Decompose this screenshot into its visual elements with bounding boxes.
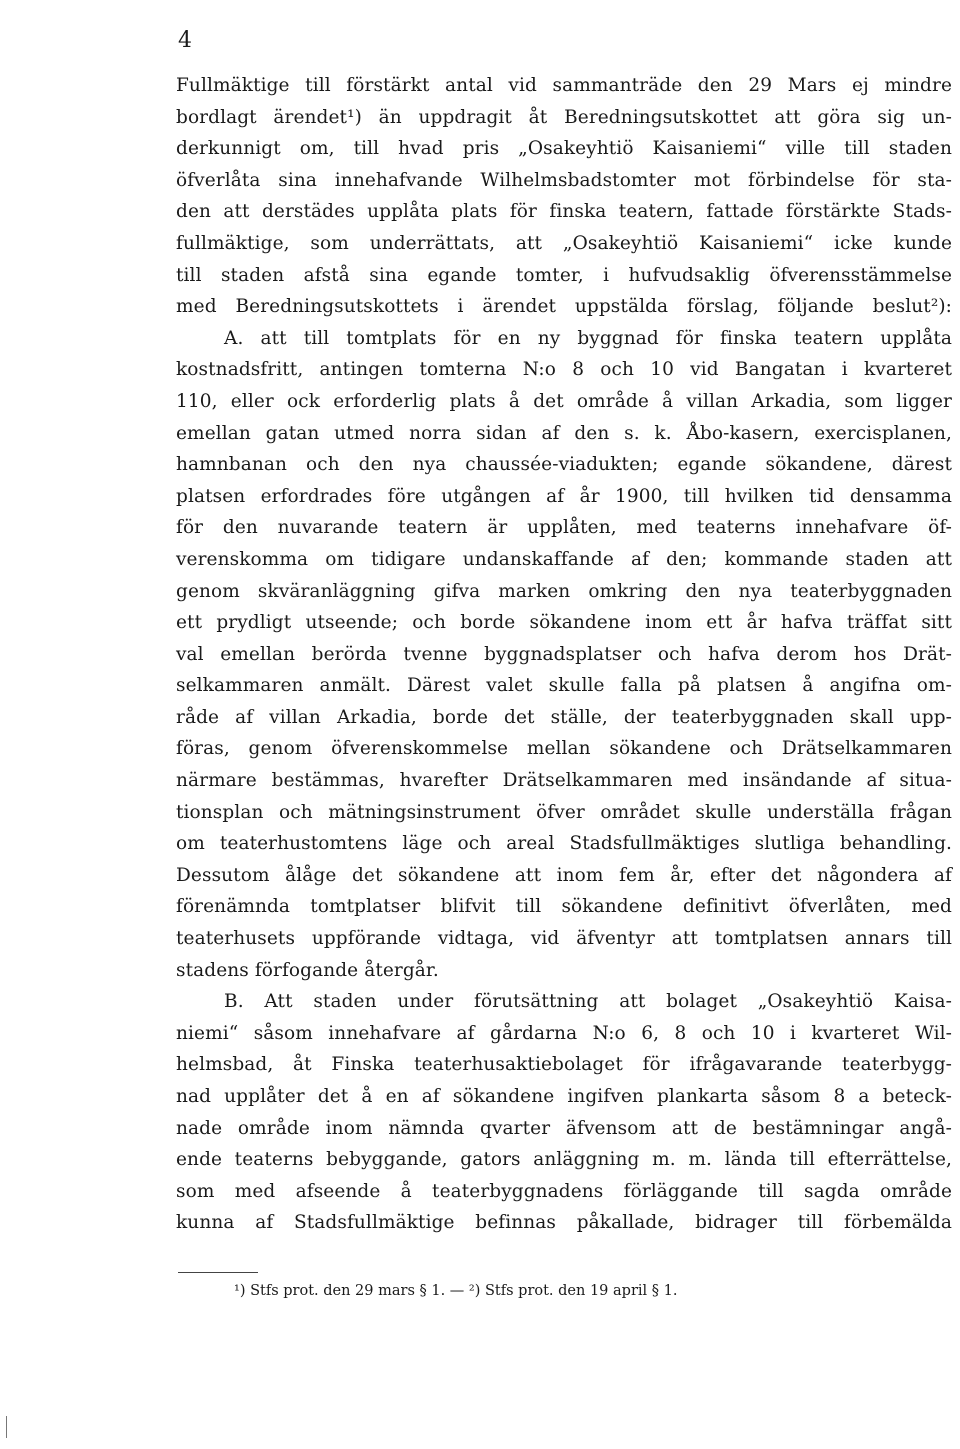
text-line: kunna af Stadsfullmäktige befinnas påkallade, bidrager till förbemälda bbox=[176, 1212, 952, 1234]
scan-edge-mark bbox=[6, 1416, 7, 1438]
text-line: helmsbad, åt Finska teaterhusaktiebolaget för ifrågavarande teaterbygg- bbox=[176, 1054, 952, 1076]
text-line: emellan gatan utmed norra sidan af den s. k. Åbo-kasern, exercisplanen, bbox=[176, 422, 952, 444]
text-line: stadens förfogande återgår. bbox=[176, 959, 439, 981]
text-line: platsen erfordrades före utgången af år 1900, till hvilken tid densamma bbox=[176, 485, 952, 507]
text-line: nade område inom nämnda qvarter äfvensom att de bestämningar angå- bbox=[176, 1117, 952, 1139]
text-line: ende teaterns bebyggande, gators anläggning m. m. lända till efterrättelse, bbox=[176, 1149, 952, 1171]
text-line: derkunnigt om, till hvad pris „Osakeyhtiö Kaisaniemi“ ville till staden bbox=[176, 138, 952, 160]
footnotes: ¹) Stfs prot. den 29 mars § 1. — ²) Stfs prot. den 19 april § 1. bbox=[234, 1283, 678, 1299]
text-line: 110, eller ock erforderlig plats å det område å villan Arkadia, som ligger bbox=[176, 390, 952, 412]
text-line: som med afseende å teaterbyggnadens förläggande till sagda område bbox=[176, 1180, 952, 1202]
text-line: Fullmäktige till förstärkt antal vid sammanträde den 29 Mars ej mindre bbox=[176, 75, 952, 96]
text-line: niemi“ såsom innehafvare af gårdarna N:o 6, 8 och 10 i kvarteret Wil- bbox=[176, 1022, 952, 1044]
text-line: till staden afstå sina egande tomter, i hufvudsaklig öfverensstämmelse bbox=[176, 264, 952, 286]
text-line: för den nuvarande teatern är upplåten, med teaterns innehafvare öf- bbox=[176, 517, 952, 539]
page-number: 4 bbox=[178, 28, 192, 53]
text-line: selkammaren anmält. Därest valet skulle falla på platsen å angifna om- bbox=[176, 675, 952, 697]
text-line: Dessutom ålåge det sökandene att inom fem år, efter det någondera af bbox=[176, 864, 952, 886]
text-line: tionsplan och mätningsinstrument öfver området skulle underställa frågan bbox=[176, 801, 952, 823]
text-line: råde af villan Arkadia, borde det ställe, der teaterbyggnaden skall upp- bbox=[176, 706, 952, 728]
body-text bbox=[176, 70, 952, 1239]
text-line: närmare bestämmas, hvarefter Drätselkammaren med insändande af situa- bbox=[176, 770, 952, 792]
text-line: fullmäktige, som underrättats, att „Osakeyhtiö Kaisaniemi“ icke kunde bbox=[176, 232, 952, 254]
text-line: genom skväranläggning gifva marken omkring den nya teaterbyggnaden bbox=[176, 580, 952, 602]
text-line: val emellan berörda tvenne byggnadsplatser och hafva derom hos Drät- bbox=[176, 643, 952, 665]
text-line: hamnbanan och den nya chaussée-viadukten; egande sökandene, därest bbox=[176, 454, 952, 476]
text-line: verenskomma om tidigare undanskaffande af den; kommande staden att bbox=[176, 548, 952, 570]
text-line: ett prydligt utseende; och borde sökandene inom ett år hafva träffat sitt bbox=[176, 612, 952, 634]
text-line: nad upplåter det å en af sökandene ingifven plankarta såsom 8 a beteck- bbox=[176, 1086, 952, 1107]
text-line: B. Att staden under förutsättning att bolaget „Osakeyhtiö Kaisa- bbox=[224, 991, 952, 1013]
text-line: kostnadsfritt, antingen tomterna N:o 8 och 10 vid Bangatan i kvarteret bbox=[176, 359, 952, 381]
text-line: den att derstädes upplåta plats för finska teatern, fattade förstärkte Stads- bbox=[176, 201, 952, 223]
text-line: teaterhusets uppförande vidtaga, vid äfventyr att tomtplatsen annars till bbox=[176, 928, 952, 950]
text-line: om teaterhustomtens läge och areal Stadsfullmäktiges slutliga behandling. bbox=[176, 833, 952, 855]
text-line: med Beredningsutskottets i ärendet uppstälda förslag, följande beslut²): bbox=[176, 296, 952, 318]
footnote-divider bbox=[178, 1272, 258, 1273]
text-line: föras, genom öfverenskommelse mellan sökandene och Drätselkammaren bbox=[176, 738, 952, 760]
text-line: bordlagt ärendet¹) än uppdragit åt Beredningsutskottet att göra sig un- bbox=[176, 106, 952, 128]
text-line: öfverlåta sina innehafvande Wilhelmsbadstomter mot förbindelse för sta- bbox=[176, 169, 952, 191]
text-line: förenämnda tomtplatser blifvit till sökandene definitivt öfverlåten, med bbox=[176, 896, 952, 918]
text-line: A. att till tomtplats för en ny byggnad för finska teatern upplåta bbox=[224, 327, 952, 349]
